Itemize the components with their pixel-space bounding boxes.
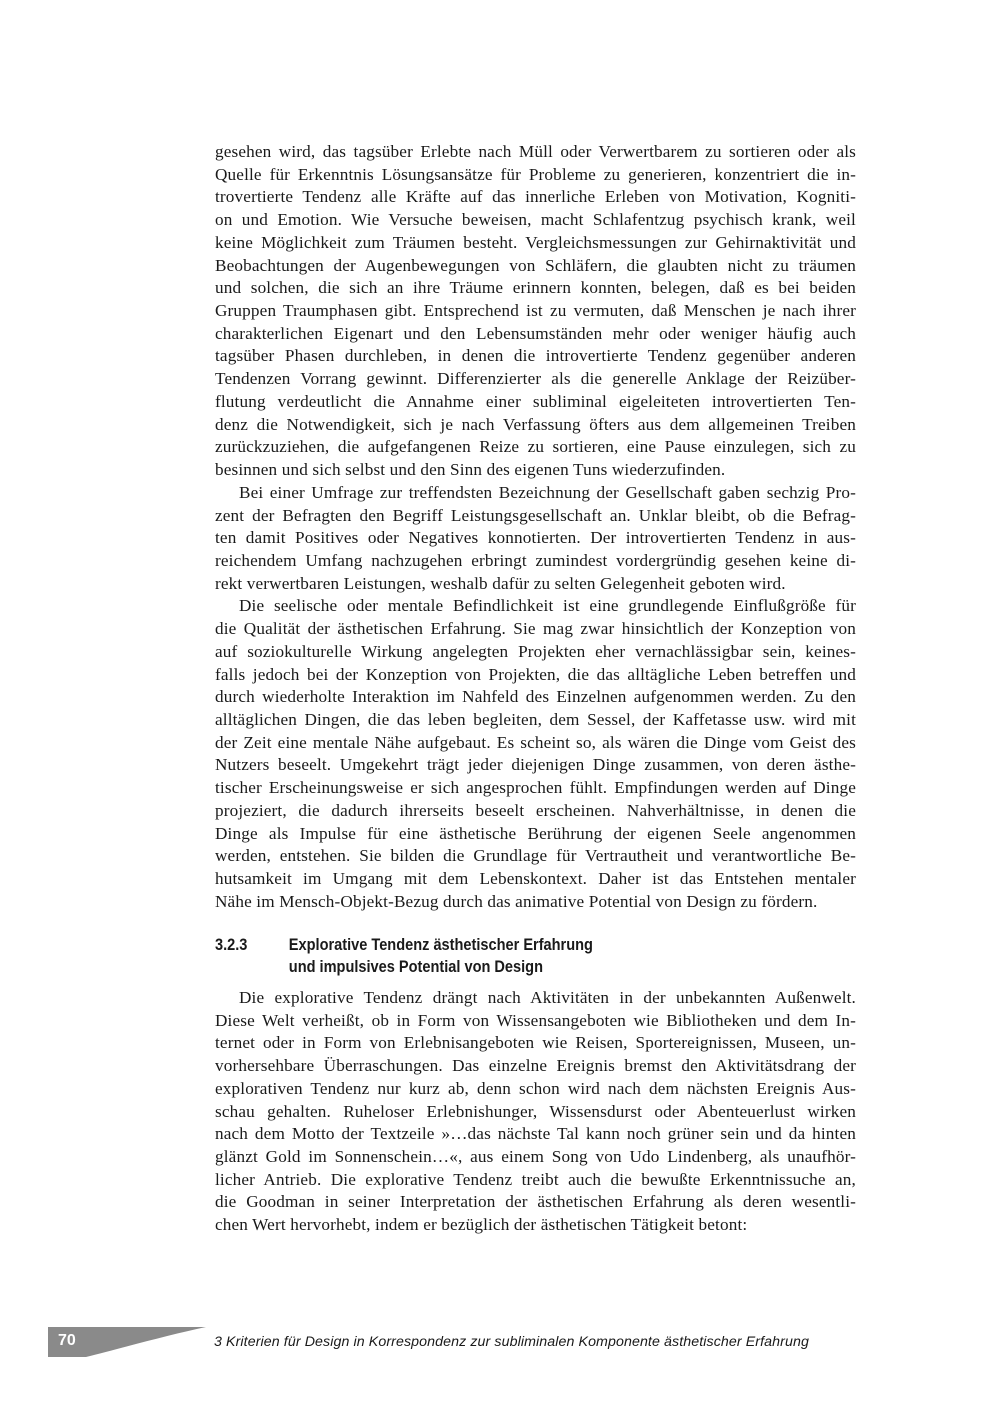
text-line: durch wiederholte Interaktion im Nahfeld des Einzelnen aufgenommen werden. Zu den — [215, 687, 856, 707]
text-line: keine Möglichkeit zum Träumen besteht. Vergleichsmessungen zur Gehirnaktivität und — [215, 232, 856, 252]
text-line: Die explorative Tendenz drängt nach Aktivitäten in der unbekannten Außenwelt. — [239, 988, 856, 1007]
text-line: gesehen wird, das tagsüber Erlebte nach Müll oder Verwertbarem zu sortieren oder als — [215, 142, 856, 161]
text-line: und solchen, die sich an ihre Träume erinnern konnten, belegen, daß es bei beiden — [215, 278, 856, 298]
text-line: reichendem Umfang nachzugehen erbringt zumindest vordergründig gesehen keine di- — [215, 550, 856, 570]
text-line: flutung verdeutlicht die Annahme einer subliminal eigeleiteten introvertierten Ten- — [215, 391, 856, 411]
body-text-lower — [215, 987, 856, 1237]
text-line: schau gehalten. Ruheloser Erlebnishunger, Wissensdurst oder Abenteuerlust wirken — [215, 1101, 856, 1121]
text-line: vorhersehbare Überraschungen. Das einzelne Ereignis bremst den Aktivitätsdrang der — [215, 1056, 856, 1076]
text-line: ternet oder in Form von Erlebnisangeboten wie Reisen, Sportereignissen, Museen, un- — [215, 1033, 856, 1053]
section-heading — [215, 934, 792, 978]
text-line: projeziert, die dadurch ihrerseits beseelt erscheinen. Nahverhältnisse, in denen die — [215, 800, 856, 820]
text-line: der Zeit eine mentale Nähe aufgebaut. Es scheint so, als wären die Dinge vom Geist des — [215, 732, 856, 752]
text-line: ten damit Positives oder Negatives konnotierten. Der introvertierten Tendenz in aus- — [215, 528, 856, 548]
page-number: 70 — [58, 1332, 76, 1349]
text-line: Dinge als Impulse für eine ästhetische Berührung der eigenen Seele angenommen — [215, 823, 856, 843]
section-heading-line1 — [215, 934, 792, 956]
text-line: werden, entstehen. Sie bilden die Grundlage für Vertrautheit und verantwortliche Be- — [215, 846, 856, 866]
section-number: 3.2.3 — [215, 936, 248, 954]
text-line: Diese Welt verheißt, ob in Form von Wissensangeboten wie Bibliotheken und dem In- — [215, 1010, 856, 1030]
text-line: Nutzers beseelt. Umgekehrt trägt jeder diejenigen Dinge zusammen, von deren ästhe- — [215, 755, 856, 775]
paragraph — [215, 141, 856, 482]
paragraph — [215, 987, 856, 1237]
text-line: zurückzuziehen, die aufgefangenen Reize zu sortieren, eine Pause einzulegen, sich zu — [215, 437, 856, 457]
section-title-line1: Explorative Tendenz ästhetischer Erfahrung — [288, 936, 593, 954]
text-line: Tendenzen Vorrang gewinnt. Differenzierter als die generelle Anklage der Reizüber- — [215, 369, 856, 389]
text-line: die Goodman in seiner Interpretation der ästhetischen Erfahrung als deren wesentli- — [215, 1192, 856, 1212]
text-line: rekt verwertbaren Leistungen, weshalb dafür zu selten Gelegenheit geboten wird. — [215, 573, 786, 593]
text-line: licher Antrieb. Die explorative Tendenz treibt auch die bewußte Erkenntnissuche an, — [215, 1169, 856, 1189]
text-line: Bei einer Umfrage zur treffendsten Bezeichnung der Gesellschaft gaben sechzig Pro- — [239, 482, 856, 502]
text-line: trovertierte Tendenz alle Kräfte auf das innerliche Erleben von Motivation, Kogniti- — [215, 187, 856, 207]
text-line: on und Emotion. Wie Versuche beweisen, macht Schlafentzug psychisch krank, weil — [215, 210, 856, 230]
text-line: denz die Notwendigkeit, sich je nach Verfassung öfters aus dem allgemeinen Treiben — [215, 414, 856, 434]
text-line: tagsüber Phasen durchleben, in denen die introvertierte Tendenz gegenüber anderen — [215, 346, 856, 366]
text-line: besinnen und sich selbst und den Sinn des eigenen Tuns wiederzufinden. — [215, 460, 726, 480]
text-line: Die seelische oder mentale Befindlichkeit ist eine grundlegende Einflußgröße für — [239, 596, 856, 616]
text-line: auf soziokulturelle Wirkung angelegten Projekten eher vernachlässigbar sein, keines- — [215, 641, 856, 661]
text-line: chen Wert hervorhebt, indem er bezüglich der ästhetischen Tätigkeit betont: — [215, 1215, 748, 1235]
text-line: glänzt Gold im Sonnenschein…«, aus einem Song von Udo Lindenberg, als unaufhör- — [215, 1147, 856, 1167]
text-line: hutsamkeit im Umgang mit dem Lebenskontext. Daher ist das Entstehen mentaler — [215, 869, 856, 888]
section-title-line2: und impulsives Potential von Design — [288, 958, 543, 976]
text-line: zent der Befragten den Begriff Leistungsgesellschaft an. Unklar bleibt, ob die Befrag- — [215, 505, 856, 525]
text-line: tischer Erscheinungsweise er sich angesprochen fühlt. Empfindungen werden auf Dinge — [215, 778, 856, 798]
text-line: nach dem Motto der Textzeile »…das nächste Tal kann noch grüner sein und da hinten — [215, 1124, 856, 1144]
text-line: Gruppen Traumphasen gibt. Entsprechend ist zu vermuten, daß Menschen je nach ihrer — [215, 301, 856, 321]
text-line: Nähe im Mensch-Objekt-Bezug durch das animative Potential von Design zu fördern. — [215, 891, 818, 911]
text-line: falls jedoch bei der Konzeption von Projekten, die das alltägliche Leben betreffen und — [215, 664, 856, 684]
paragraph — [215, 482, 856, 596]
text-line: Quelle für Erkenntnis Lösungsansätze für Probleme zu generieren, konzentriert die in- — [215, 164, 856, 184]
text-line: explorativen Tendenz nur kurz ab, denn schon wird nach dem nächsten Ereignis Aus- — [215, 1078, 856, 1098]
text-line: die Qualität der ästhetischen Erfahrung. Sie mag zwar hinsichtlich der Konzeption von — [215, 619, 856, 639]
text-line: charakterlichen Eigenart und den Lebensumständen mehr oder weniger häufig auch — [215, 323, 856, 343]
paragraph — [215, 595, 856, 913]
text-line: Beobachtungen der Augenbewegungen von Schläfern, die glaubten nicht zu träumen — [215, 255, 856, 275]
text-line: alltäglichen Dingen, die das leben begleiten, dem Sessel, der Kaffetasse usw. wird mit — [215, 709, 856, 729]
body-text-upper — [215, 141, 856, 913]
running-footer-title: 3 Kriterien für Design in Korrespondenz zur subliminalen Komponente ästhetischer Erfahrung — [214, 1334, 809, 1350]
